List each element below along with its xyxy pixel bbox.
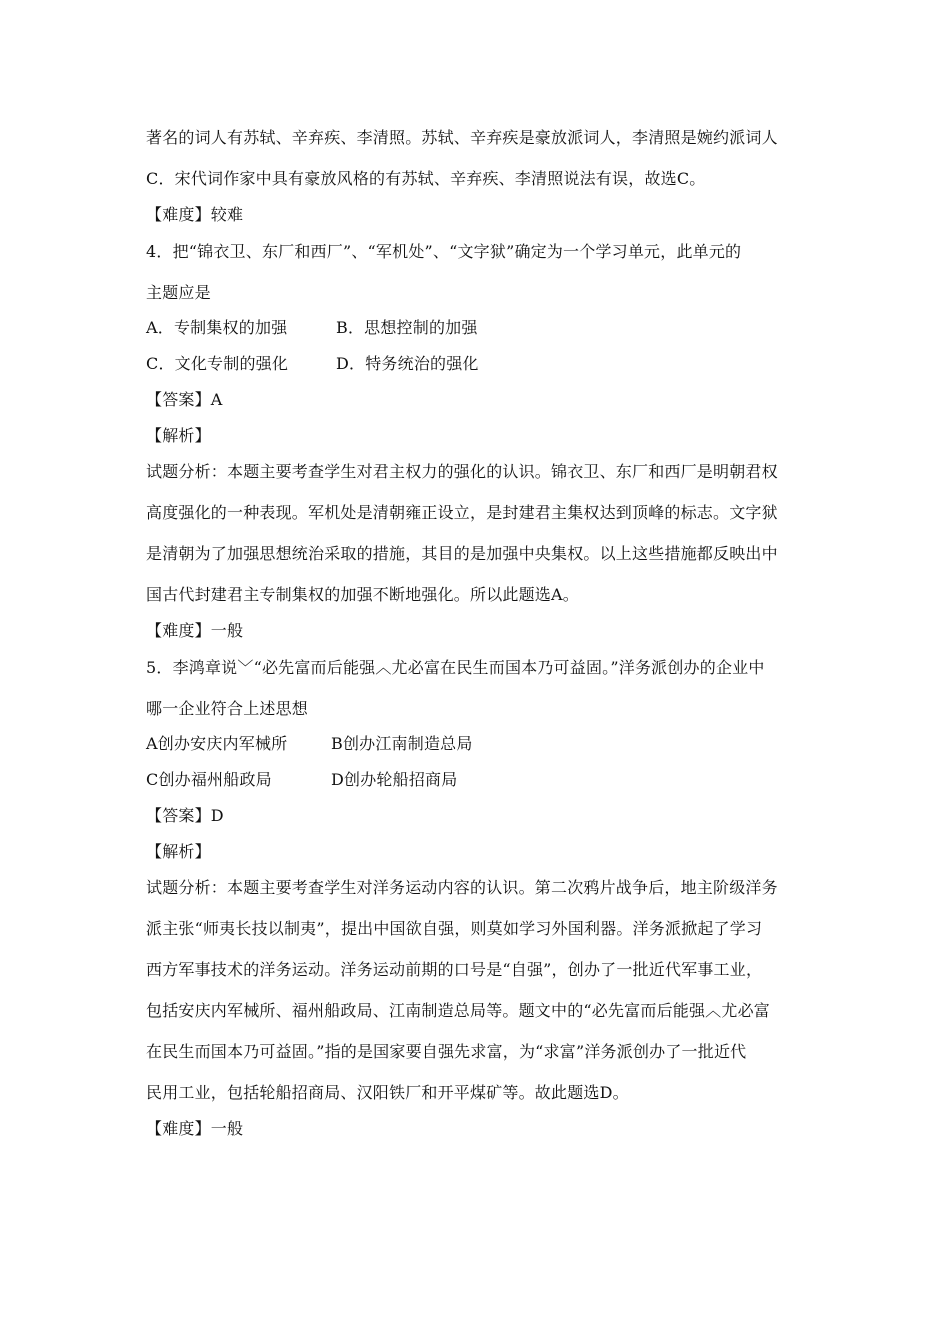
analysis-text: 民用工业，包括轮船招商局、汉阳铁厂和开平煤矿等。故此题选D。	[146, 1083, 629, 1102]
difficulty-label: 【难度】较难	[146, 205, 244, 224]
analysis-label: 【解析】	[146, 842, 211, 861]
option-c: C．文化专制的强化	[146, 354, 289, 373]
text-line: 著名的词人有苏轼、辛弃疾、李清照。苏轼、辛弃疾是豪放派词人，李清照是婉约派词人	[146, 128, 778, 147]
difficulty-label: 【难度】一般	[146, 1119, 244, 1138]
question-5-text: 哪一企业符合上述思想	[146, 699, 309, 718]
analysis-text: 试题分析：本题主要考查学生对洋务运动内容的认识。第二次鸦片战争后，地主阶级洋务	[146, 878, 778, 897]
analysis-text: 试题分析：本题主要考查学生对君主权力的强化的认识。锦衣卫、东厂和西厂是明朝君权	[146, 462, 778, 481]
option-d: D．特务统治的强化	[336, 354, 479, 373]
analysis-text: 是清朝为了加强思想统治采取的措施，其目的是加强中央集权。以上这些措施都反映出中	[146, 544, 778, 563]
option-b: B．思想控制的加强	[336, 318, 478, 337]
difficulty-label: 【难度】一般	[146, 621, 244, 640]
analysis-text: 西方军事技术的洋务运动。洋务运动前期的口号是“自强”，创办了一批近代军事工业，	[146, 960, 763, 979]
option-a: A创办安庆内军械所	[146, 734, 288, 753]
answer-label: 【答案】D	[146, 806, 224, 825]
option-c: C创办福州船政局	[146, 770, 272, 789]
question-4-text: 4．把“锦衣卫、东厂和西厂”、“军机处”、“文字狱”确定为一个学习单元，此单元的	[146, 242, 742, 261]
option-d: D创办轮船招商局	[331, 770, 458, 789]
option-b: B创办江南制造总局	[331, 734, 473, 753]
analysis-text: 国古代封建君主专制集权的加强不断地强化。所以此题选A。	[146, 585, 579, 604]
question-5-text: 5．李鸿章说﹀“必先富而后能强︿尤必富在民生而国本乃可益固。”洋务派创办的企业中	[146, 658, 765, 677]
analysis-text: 高度强化的一种表现。军机处是清朝雍正设立，是封建君主集权达到顶峰的标志。文字狱	[146, 503, 778, 522]
option-a: A．专制集权的加强	[146, 318, 288, 337]
analysis-text: 派主张“师夷长技以制夷”，提出中国欲自强，则莫如学习外国利器。洋务派掀起了学习	[146, 919, 763, 938]
text-line: C．宋代词作家中具有豪放风格的有苏轼、辛弃疾、李清照说法有误，故选C。	[146, 169, 706, 188]
analysis-text: 包括安庆内军械所、福州船政局、江南制造总局等。题文中的“必先富而后能强︿尤必富	[146, 1001, 770, 1020]
analysis-text: 在民生而国本乃可益固。”指的是国家要自强先求富，为“求富”洋务派创办了一批近代	[146, 1042, 747, 1061]
analysis-label: 【解析】	[146, 426, 211, 445]
question-4-text: 主题应是	[146, 283, 211, 302]
answer-label: 【答案】A	[146, 390, 223, 409]
